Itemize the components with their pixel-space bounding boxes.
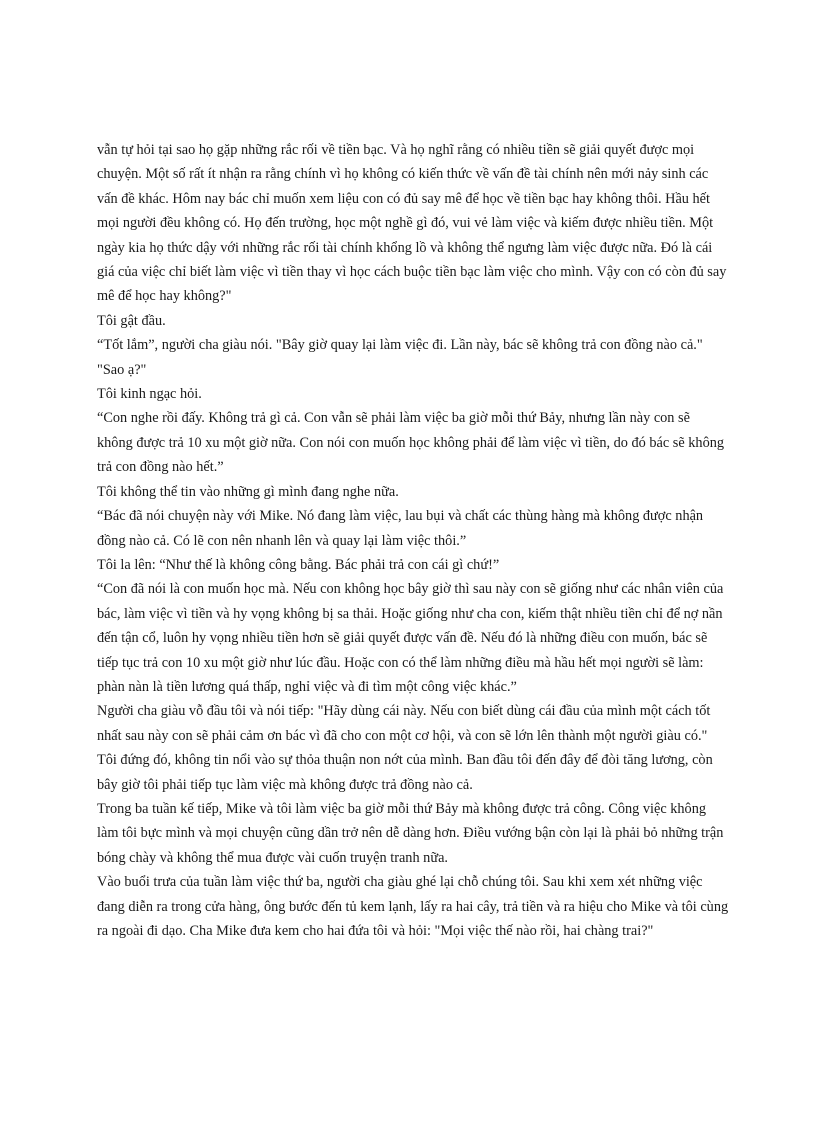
paragraph: Tôi la lên: “Như thế là không công bằng. Bác phải trả con cái gì chứ!” [97,556,500,573]
paragraph: Trong ba tuần kế tiếp, Mike và tôi làm việc ba giờ mỗi thứ Bảy mà không được trả công. Công việc không làm tôi bực mình và mọi chuyện cũng dần trở nên dễ dàng hơn. Điều vướng bận còn lại là phải bỏ những trận bóng chày và không thể mua được vài cuốn truyện tranh nữa. [97,800,724,866]
paragraph: Tôi kinh ngạc hỏi. [97,386,202,403]
paragraph: “Bác đã nói chuyện này với Mike. Nó đang làm việc, lau bụi và chất các thùng hàng mà không được nhận đồng nào cả. Có lẽ con nên nhanh lên và quay lại làm việc thôi.” [97,508,704,549]
paragraph: “Tốt lắm”, người cha giàu nói. "Bây giờ quay lại làm việc đi. Lần này, bác sẽ không trả con đồng nào cả." [97,337,703,354]
paragraph: Tôi không thể tin vào những gì mình đang nghe nữa. [97,483,399,500]
document-body [97,138,729,943]
paragraph: Vào buổi trưa của tuần làm việc thứ ba, người cha giàu ghé lại chỗ chúng tôi. Sau khi xem xét những việc đang diễn ra trong cửa hàng, ông bước đến tủ kem lạnh, lấy ra hai cây, trả tiền và ra hiệu cho Mike và tôi cùng ra ngoài đi dạo. Cha Mike đưa kem cho hai đứa tôi và hỏi: "Mọi việc thế nào rồi, hai chàng trai?" [97,874,729,939]
paragraph: "Sao ạ?" [97,361,147,378]
paragraph: vẫn tự hỏi tại sao họ gặp những rắc rối về tiền bạc. Và họ nghĩ rằng có nhiều tiền sẽ giải quyết được mọi chuyện. Một số rất ít nhận ra rằng chính vì họ không có kiến thức về vấn đề tài chính nên mới nảy sinh các vấn đề khác. Hôm nay bác chỉ muốn xem liệu con có đủ say mê để học về tiền bạc hay không thôi. Hầu hết mọi người đều không có. Họ đến trường, học một nghề gì đó, vui vẻ làm việc và kiếm được nhiều tiền. Một ngày kia họ thức dậy với những rắc rối tài chính khổng lồ và không thể ngưng làm việc được nữa. Đó là cái giá của việc chỉ biết làm việc vì tiền thay vì học cách buộc tiền bạc làm việc cho mình. Vậy con có còn đủ say mê để học hay không?" [97,142,727,305]
paragraph: Người cha giàu vỗ đầu tôi và nói tiếp: "Hãy dùng cái này. Nếu con biết dùng cái đầu của mình một cách tốt nhất sau này con sẽ phải cảm ơn bác vì đã cho con một cơ hội, và con sẽ lớn lên thành một người giàu có." [97,703,711,744]
paragraph: Tôi đứng đó, không tin nổi vào sự thỏa thuận non nớt của mình. Ban đầu tôi đến đây để đòi tăng lương, còn bây giờ tôi phải tiếp tục làm việc mà không được trả đồng nào cả. [97,752,713,793]
paragraph: “Con đã nói là con muốn học mà. Nếu con không học bây giờ thì sau này con sẽ giống như các nhân viên của bác, làm việc vì tiền và hy vọng không bị sa thải. Hoặc giống như cha con, kiếm thật nhiều tiền chỉ để nợ nần đến tận cổ, luôn hy vọng nhiều tiền hơn sẽ giải quyết được vấn đề. Nếu đó là những điều con muốn, bác sẽ tiếp tục trả con 10 xu một giờ như lúc đầu. Hoặc con có thể làm những điều mà hầu hết mọi người sẽ làm: phàn nàn là tiền lương quá thấp, nghỉ việc và đi tìm một công việc khác.” [97,581,724,695]
paragraph: Tôi gật đầu. [97,312,166,329]
paragraph: “Con nghe rồi đấy. Không trả gì cả. Con vẫn sẽ phải làm việc ba giờ mỗi thứ Bảy, nhưng lần này con sẽ không được trả 10 xu một giờ nữa. Con nói con muốn học không phải để làm việc vì tiền, do đó bác sẽ không trả con đồng nào hết.” [97,410,725,476]
